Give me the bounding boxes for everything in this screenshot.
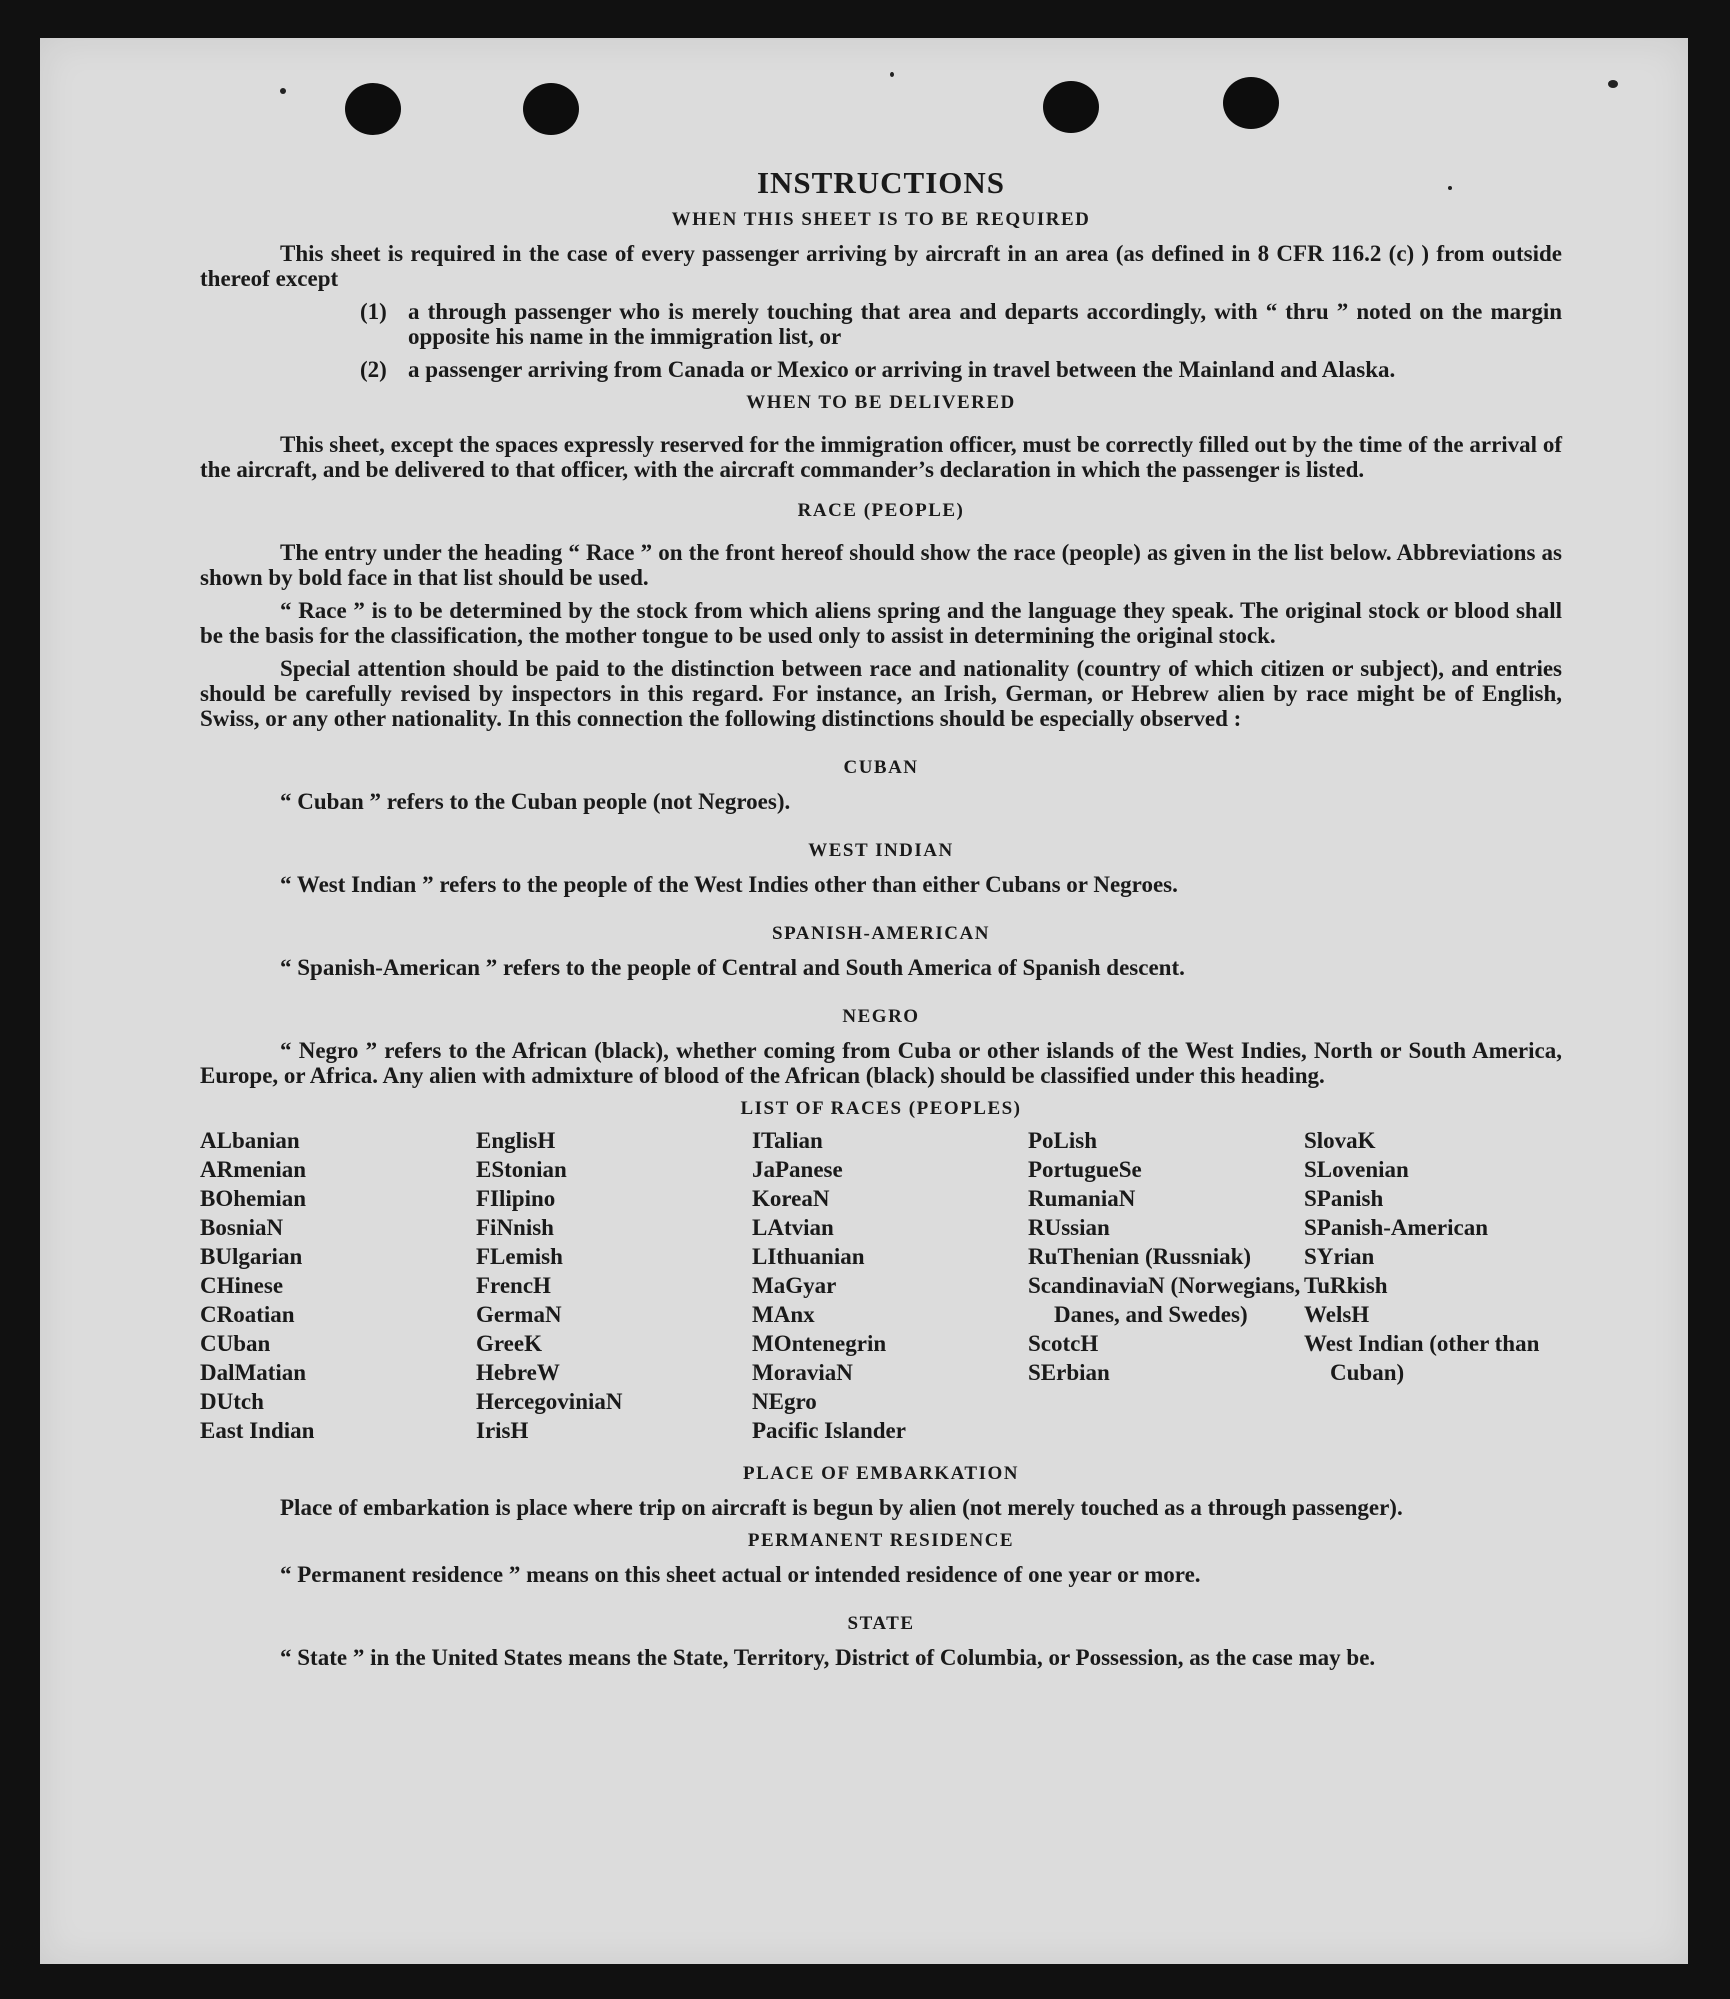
paragraph-embarkation: Place of embarkation is place where trip on aircraft is begun by alien (not merely touched as a through passenger).: [280, 1495, 1403, 1520]
race-entry: HebreW: [476, 1360, 560, 1385]
race-entry: ALbanian: [200, 1128, 300, 1153]
race-entry: DalMatian: [200, 1360, 307, 1385]
paragraph-race-2: “ Race ” is to be determined by the stock from which aliens spring and the language they speak. The original stock or blood shall be the basis for the classification, the mother tongue to be used only to assist in determining the original stock.: [200, 598, 1562, 648]
race-entry: MoraviaN: [752, 1360, 853, 1385]
race-entry: RuThenian (Russniak): [1028, 1244, 1252, 1269]
race-entry: WelsH: [1304, 1302, 1370, 1327]
race-entry: ScandinaviaN (Norwegians, Danes, and Swedes): [1028, 1273, 1301, 1327]
race-entry: IrisH: [476, 1418, 529, 1443]
paragraph-permanent-residence: “ Permanent residence ” means on this sheet actual or intended residence of one year or more.: [280, 1562, 1201, 1587]
race-entry: RumaniaN: [1028, 1186, 1136, 1211]
race-entry: PortugueSe: [1028, 1157, 1142, 1182]
race-entry: LAtvian: [752, 1215, 834, 1240]
punch-hole: [523, 83, 579, 135]
heading-embarkation: PLACE OF EMBARKATION: [743, 1463, 1019, 1484]
race-entry: NEgro: [752, 1389, 817, 1414]
race-entry: East Indian: [200, 1418, 315, 1443]
race-entry: SPanish: [1304, 1186, 1384, 1211]
paragraph-cuban: “ Cuban ” refers to the Cuban people (not Negroes).: [280, 789, 791, 814]
paragraph-negro: “ Negro ” refers to the African (black), whether coming from Cuba or other islands of the West Indies, North or South America, Europe, or Africa. Any alien with admixture of blood of the African (black) should be classified under this heading.: [200, 1038, 1562, 1088]
races-list: [200, 1126, 1562, 1445]
race-entry: CUban: [200, 1331, 271, 1356]
heading-race: RACE (PEOPLE): [797, 500, 965, 521]
race-entry: ScotcH: [1028, 1331, 1099, 1356]
race-entry: MOntenegrin: [752, 1331, 887, 1356]
heading-when-delivered: WHEN TO BE DELIVERED: [746, 392, 1016, 413]
heading-list-of-races: LIST OF RACES (PEOPLES): [740, 1098, 1022, 1119]
race-entry: FrencH: [476, 1273, 551, 1298]
heading-spanish-american: SPANISH-AMERICAN: [772, 923, 990, 944]
punch-hole: [345, 83, 401, 135]
races-column-4: [1028, 1126, 1304, 1445]
heading-negro: NEGRO: [842, 1006, 920, 1027]
race-entry: GreeK: [476, 1331, 542, 1356]
race-entry: MAnx: [752, 1302, 815, 1327]
race-entry: DUtch: [200, 1389, 264, 1414]
race-entry: West Indian (other than Cuban): [1304, 1331, 1540, 1385]
race-entry: CHinese: [200, 1273, 284, 1298]
race-entry: BosniaN: [200, 1215, 284, 1240]
race-entry: PoLish: [1028, 1128, 1098, 1153]
race-entry: TuRkish: [1304, 1273, 1388, 1298]
list-item: [360, 299, 1562, 349]
race-entry: Pacific Islander: [752, 1418, 906, 1443]
races-column-5: [1304, 1126, 1562, 1445]
paragraph-race-1: The entry under the heading “ Race ” on the front hereof should show the race (people) as given in the list below. Abbreviations as shown by bold face in that list should be used.: [200, 540, 1562, 590]
race-entry: SLovenian: [1304, 1157, 1409, 1182]
speck: [280, 88, 286, 94]
race-entry: SErbian: [1028, 1360, 1110, 1385]
punch-hole: [1043, 81, 1099, 133]
heading-when-required: WHEN THIS SHEET IS TO BE REQUIRED: [671, 209, 1091, 230]
race-entry: CRoatian: [200, 1302, 295, 1327]
race-entry: SYrian: [1304, 1244, 1375, 1269]
page-title: INSTRUCTIONS: [756, 165, 1005, 200]
race-entry: MaGyar: [752, 1273, 837, 1298]
races-column-1: [200, 1126, 476, 1445]
race-entry: FiNnish: [476, 1215, 554, 1240]
race-entry: LIthuanian: [752, 1244, 865, 1269]
race-entry: RUssian: [1028, 1215, 1110, 1240]
paragraph-state: “ State ” in the United States means the State, Territory, District of Columbia, or Possession, as the case may be.: [280, 1645, 1376, 1670]
race-entry: BUlgarian: [200, 1244, 303, 1269]
heading-state: STATE: [847, 1613, 915, 1634]
list-text: a through passenger who is merely touching that area and departs accordingly, with “ thru ” noted on the margin opposite his name in the immigration list, or: [408, 299, 1562, 349]
punch-hole: [1223, 77, 1279, 129]
list-item: [360, 357, 1562, 382]
race-entry: FIlipino: [476, 1186, 556, 1211]
list-text: a passenger arriving from Canada or Mexico or arriving in travel between the Mainland and Alaska.: [408, 357, 1396, 382]
document-sheet: [40, 38, 1688, 1964]
paragraph-spanish-american: “ Spanish-American ” refers to the people of Central and South America of Spanish descent.: [280, 955, 1185, 980]
race-entry: GermaN: [476, 1302, 562, 1327]
race-entry: JaPanese: [752, 1157, 843, 1182]
races-column-3: [752, 1126, 1028, 1445]
list-number: (1): [360, 299, 387, 324]
race-entry: KoreaN: [752, 1186, 830, 1211]
race-entry: ITalian: [752, 1128, 823, 1153]
heading-west-indian: WEST INDIAN: [808, 840, 954, 861]
speck: [1608, 80, 1618, 88]
race-entry: BOhemian: [200, 1186, 307, 1211]
speck: [890, 72, 894, 77]
race-entry: FLemish: [476, 1244, 563, 1269]
heading-cuban: CUBAN: [843, 757, 919, 778]
paragraph-west-indian: “ West Indian ” refers to the people of the West Indies other than either Cubans or Negroes.: [280, 872, 1178, 897]
race-entry: EnglisH: [476, 1128, 556, 1153]
race-entry: SPanish-American: [1304, 1215, 1488, 1240]
paragraph-race-3: Special attention should be paid to the distinction between race and nationality (country of which citizen or subject), and entries should be carefully revised by inspectors in this regard. For instance, an Irish, German, or Hebrew alien by race might be of English, Swiss, or any other nationality. In this connection the following distinctions should be especially observed :: [200, 656, 1562, 731]
race-entry: ARmenian: [200, 1157, 307, 1182]
race-entry: EStonian: [476, 1157, 567, 1182]
races-column-2: [476, 1126, 752, 1445]
list-number: (2): [360, 357, 387, 382]
instructions-content: [200, 163, 1562, 1670]
heading-permanent-residence: PERMANENT RESIDENCE: [747, 1530, 1015, 1551]
paragraph-when-delivered: This sheet, except the spaces expressly reserved for the immigration officer, must be correctly filled out by the time of the arrival of the aircraft, and be delivered to that officer, with the aircraft commander’s declaration in which the passenger is listed.: [200, 432, 1562, 482]
race-entry: SlovaK: [1304, 1128, 1376, 1153]
paragraph-when-required: This sheet is required in the case of every passenger arriving by aircraft in an area (as defined in 8 CFR 116.2 (c) ) from outside thereof except: [200, 241, 1562, 291]
race-entry: HercegoviniaN: [476, 1389, 623, 1414]
